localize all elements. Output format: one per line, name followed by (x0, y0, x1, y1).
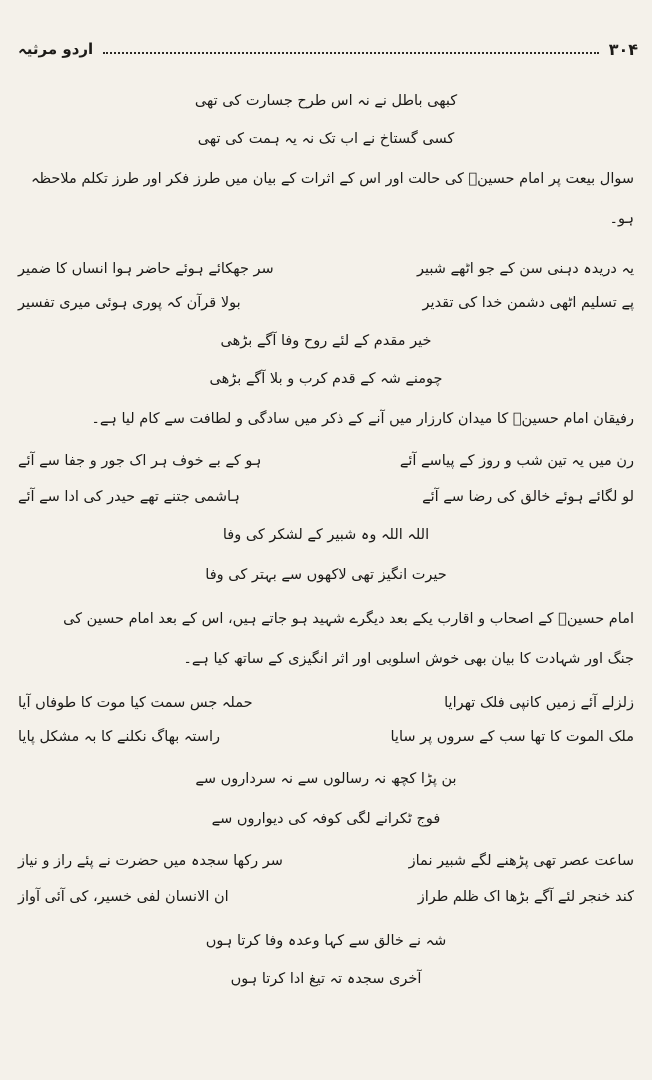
refrain-line: شہ نے خالق سے کہا وعدہ وفا کرتا ہوں (205, 933, 447, 949)
hemistich-right: رن میں یہ تین شب و روز کے پیاسے آئے (399, 453, 634, 469)
couplet (0, 890, 652, 918)
hemistich-right: کند خنجر لئے آگے بڑھا اک ظلم طراز (417, 889, 634, 905)
couplet (0, 854, 652, 882)
book-title: اردو مرثیہ (18, 40, 94, 58)
prose-line: جنگ اور شہادت کا بیان بھی خوش اسلوبی اور اثر انگیزی کے ساتھ کیا ہے۔ (183, 651, 634, 667)
couplet (0, 490, 652, 518)
prose-line: امام حسینؓ کے اصحاب و اقارب یکے بعد دیگرے شہید ہو جاتے ہیں، اس کے بعد امام حسین کی (63, 611, 634, 627)
couplet (0, 696, 652, 724)
hemistich-right: ملک الموت کا تھا سب کے سروں پر سایا (390, 729, 634, 745)
hemistich-left: ہو کے بے خوف ہر اک جور و جفا سے آئے (18, 453, 262, 469)
couplet (0, 262, 652, 290)
hemistich-right: ساعت عصر تھی پڑھنے لگے شبیر نماز (408, 853, 634, 869)
refrain-line: خیر مقدم کے لئے روح وفا آگے بڑھی (220, 333, 432, 349)
hemistich-left: بولا قرآن کہ پوری ہوئی میری تفسیر (18, 295, 241, 311)
dotted-leader (103, 52, 599, 54)
page-number: ۳۰۴ (608, 39, 638, 59)
hemistich-left: ان الانسان لفی خسیر، کی آئی آواز (18, 889, 229, 905)
prose-line: سوال بیعت پر امام حسینؓ کی حالت اور اس کے اثرات کے بیان میں طرز فکر اور طرز تکلم ملاحظہ (31, 171, 634, 187)
prose-line: رفیقان امام حسینؓ کا میدان کارزار میں آنے کے ذکر میں سادگی و لطافت سے کام لیا ہے۔ (91, 411, 634, 427)
hemistich-right: زلزلے آئے زمیں کانپی فلک تھرایا (444, 695, 634, 711)
hemistich-left: سر رکھا سجدہ میں حضرت نے پئے راز و نیاز (18, 853, 283, 869)
couplet (0, 454, 652, 482)
intro-verse-line: کسی گستاخ نے اب تک نہ یہ ہمت کی تھی (197, 131, 455, 147)
hemistich-right: یہ دریدہ دہنی سن کے جو اٹھے شبیر (417, 261, 634, 277)
refrain-line: بن پڑا کچھ نہ رسالوں سے نہ سرداروں سے (195, 771, 457, 787)
couplet (0, 730, 652, 758)
hemistich-left: راستہ بھاگ نکلنے کا بہ مشکل پایا (18, 729, 220, 745)
hemistich-left: حملہ جس سمت کیا موت کا طوفاں آیا (18, 695, 253, 711)
page-header (18, 34, 638, 64)
hemistich-left: ہاشمی جتنے تھے حیدر کی ادا سے آئے (18, 489, 240, 505)
hemistich-left: سر جھکائے ہوئے حاضر ہوا انساں کا ضمیر (18, 261, 274, 277)
hemistich-right: پے تسلیم اٹھی دشمن خدا کی تقدیر (422, 295, 634, 311)
couplet (0, 296, 652, 324)
refrain-line: آخری سجدہ تہ تیغ ادا کرتا ہوں (230, 971, 422, 987)
refrain-line: اللہ اللہ وہ شبیر کے لشکر کی وفا (222, 527, 430, 543)
refrain-line: حیرت انگیز تھی لاکھوں سے بہتر کی وفا (205, 567, 447, 583)
intro-verse-line: کبھی باطل نے نہ اس طرح جسارت کی تھی (194, 93, 458, 109)
refrain-line: فوج ٹکرانے لگی کوفہ کی دیواروں سے (211, 811, 441, 827)
hemistich-right: لو لگائے ہوئے خالق کی رضا سے آئے (422, 489, 634, 505)
refrain-line: چومنے شہ کے قدم کرب و بلا آگے بڑھی (209, 371, 443, 387)
prose-line: ہو۔ (609, 211, 634, 227)
